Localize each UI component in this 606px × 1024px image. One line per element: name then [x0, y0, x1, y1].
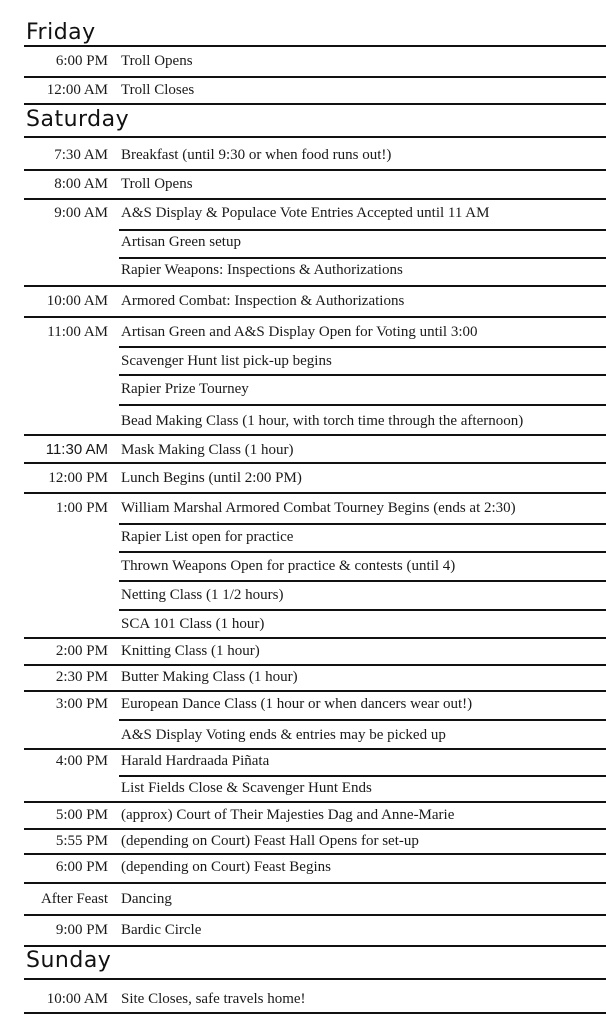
event-time: 7:30 AM: [54, 147, 108, 163]
event-desc: Knitting Class (1 hour): [121, 643, 260, 659]
event-desc: Artisan Green and A&S Display Open for Voting until 3:00: [121, 324, 478, 340]
divider: [24, 828, 606, 830]
divider: [24, 978, 606, 980]
event-desc: List Fields Close & Scavenger Hunt Ends: [121, 780, 372, 796]
divider: [24, 169, 606, 171]
event-desc: Thrown Weapons Open for practice & contests (until 4): [121, 558, 456, 574]
event-desc: Lunch Begins (until 2:00 PM): [121, 470, 302, 486]
event-time: 2:00 PM: [55, 643, 108, 659]
event-desc: Rapier Prize Tourney: [121, 381, 249, 397]
event-desc: Troll Closes: [121, 82, 195, 98]
divider: [119, 229, 606, 231]
day-title: Saturday: [26, 107, 130, 132]
divider: [119, 719, 606, 721]
divider: [24, 434, 606, 436]
event-desc: Bardic Circle: [121, 922, 202, 938]
event-desc: (depending on Court) Feast Hall Opens for set-up: [121, 833, 419, 849]
event-time: 12:00 AM: [46, 82, 108, 98]
divider: [24, 492, 606, 494]
divider: [24, 103, 606, 105]
event-time: 3:00 PM: [55, 696, 108, 712]
divider: [24, 914, 606, 916]
divider: [24, 285, 606, 287]
event-time: 2:30 PM: [55, 669, 108, 685]
divider: [119, 404, 606, 406]
event-desc: Bead Making Class (1 hour, with torch time through the afternoon): [121, 413, 524, 429]
event-desc: Troll Opens: [121, 53, 193, 69]
divider: [119, 346, 606, 348]
event-desc: Armored Combat: Inspection & Authorizations: [121, 293, 405, 309]
event-desc: Scavenger Hunt list pick-up begins: [121, 353, 332, 369]
event-desc: Rapier Weapons: Inspections & Authorizations: [121, 262, 403, 278]
event-time: 5:00 PM: [55, 807, 108, 823]
day-title: Friday: [26, 20, 96, 45]
event-time: 6:00 PM: [55, 859, 108, 875]
event-desc: SCA 101 Class (1 hour): [121, 616, 265, 632]
divider: [119, 609, 606, 611]
divider: [24, 462, 606, 464]
divider: [24, 690, 606, 692]
divider: [24, 136, 606, 138]
event-desc: Artisan Green setup: [121, 234, 241, 250]
event-desc: European Dance Class (1 hour or when dancers wear out!): [121, 696, 473, 712]
event-desc: (approx) Court of Their Majesties Dag and Anne-Marie: [121, 807, 455, 823]
divider: [24, 945, 606, 947]
event-desc: (depending on Court) Feast Begins: [121, 859, 331, 875]
event-desc: Mask Making Class (1 hour): [121, 442, 294, 458]
event-time: 6:00 PM: [55, 53, 108, 69]
divider: [24, 882, 606, 884]
divider: [24, 801, 606, 803]
divider: [119, 374, 606, 376]
event-desc: Harald Hardraada Piñata: [121, 753, 270, 769]
event-time: 10:00 AM: [46, 293, 108, 309]
event-time: 5:55 PM: [55, 833, 108, 849]
divider: [24, 316, 606, 318]
event-time: 10:00 AM: [46, 991, 108, 1007]
divider: [119, 580, 606, 582]
event-desc: Netting Class (1 1/2 hours): [121, 587, 284, 603]
divider: [24, 664, 606, 666]
divider: [24, 76, 606, 78]
event-time: 12:00 PM: [48, 470, 108, 486]
event-desc: Butter Making Class (1 hour): [121, 669, 298, 685]
divider: [24, 1012, 606, 1014]
event-time: 9:00 PM: [55, 922, 108, 938]
event-desc: William Marshal Armored Combat Tourney Begins (ends at 2:30): [121, 500, 516, 516]
divider: [119, 775, 606, 777]
divider: [24, 637, 606, 639]
day-title: Sunday: [26, 948, 112, 973]
event-time: 11:30 AM: [45, 441, 108, 458]
divider: [24, 198, 606, 200]
event-desc: Dancing: [121, 891, 172, 907]
event-time: 8:00 AM: [54, 176, 108, 192]
event-time: 11:00 AM: [47, 324, 108, 340]
divider: [24, 748, 606, 750]
event-time: 1:00 PM: [55, 500, 108, 516]
event-time: 4:00 PM: [55, 753, 108, 769]
event-desc: Troll Opens: [121, 176, 193, 192]
event-desc: Site Closes, safe travels home!: [121, 991, 306, 1007]
divider: [119, 523, 606, 525]
event-desc: Breakfast (until 9:30 or when food runs out!): [121, 147, 392, 163]
divider: [119, 257, 606, 259]
event-desc: A&S Display Voting ends & entries may be picked up: [121, 727, 446, 743]
divider: [119, 551, 606, 553]
event-desc: A&S Display & Populace Vote Entries Accepted until 11 AM: [121, 205, 490, 221]
divider: [24, 853, 606, 855]
event-desc: Rapier List open for practice: [121, 529, 294, 545]
event-time: 9:00 AM: [54, 205, 108, 221]
event-time: After Feast: [40, 891, 108, 907]
divider: [24, 45, 606, 47]
